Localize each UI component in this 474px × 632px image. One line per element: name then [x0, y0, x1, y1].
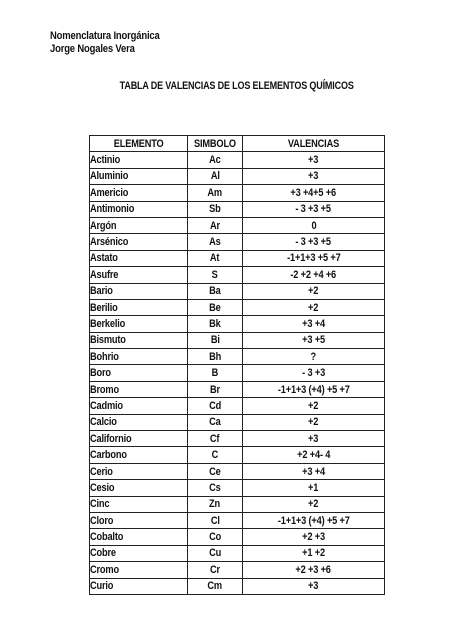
element-symbol-cell	[188, 365, 243, 381]
element-name-cell-text: Cobre	[90, 547, 116, 560]
table-row	[90, 201, 385, 217]
element-name-cell	[90, 447, 188, 463]
element-name-cell-text: Californio	[90, 432, 132, 445]
table-row	[90, 217, 385, 233]
element-valences-cell	[243, 545, 385, 561]
element-symbol-cell	[188, 267, 243, 283]
element-symbol-cell	[188, 480, 243, 496]
element-symbol-cell	[188, 152, 243, 168]
element-valences-cell-text: -1+1+3 (+4) +5 +7	[277, 383, 350, 396]
table-row	[90, 152, 385, 168]
table-header-row	[90, 136, 385, 152]
element-symbol-cell	[188, 398, 243, 414]
element-valences-cell-text: +2 +3	[302, 531, 325, 544]
element-symbol-cell	[188, 529, 243, 545]
element-name-cell	[90, 496, 188, 512]
element-valences-cell	[243, 414, 385, 430]
element-valences-cell-text: 0	[311, 219, 316, 232]
element-valences-cell-text: +1	[308, 481, 319, 494]
element-valences-cell-text: +3	[308, 580, 319, 593]
element-valences-cell	[243, 201, 385, 217]
element-symbol-cell-text: Cu	[209, 547, 221, 560]
element-valences-cell-text: +3	[308, 154, 319, 167]
element-symbol-cell	[188, 185, 243, 201]
element-name-cell	[90, 365, 188, 381]
element-name-cell	[90, 234, 188, 250]
element-symbol-cell	[188, 496, 243, 512]
element-symbol-cell	[188, 447, 243, 463]
page-title	[0, 80, 474, 93]
element-symbol-cell	[188, 463, 243, 479]
table-row	[90, 545, 385, 561]
table-row	[90, 431, 385, 447]
element-valences-cell	[243, 447, 385, 463]
column-header-valences	[243, 136, 385, 152]
element-symbol-cell	[188, 431, 243, 447]
element-name-cell-text: Aluminio	[90, 170, 129, 183]
element-valences-cell-text: - 3 +3 +5	[295, 236, 332, 249]
element-name-cell-text: Bismuto	[90, 334, 126, 347]
element-name-cell-text: Bario	[90, 285, 113, 298]
element-name-cell	[90, 431, 188, 447]
element-name-cell-text: Bromo	[90, 383, 119, 396]
element-symbol-cell-text: Cl	[210, 514, 220, 527]
element-name-cell	[90, 562, 188, 578]
element-symbol-cell	[188, 234, 243, 250]
element-name-cell	[90, 381, 188, 397]
element-name-cell	[90, 578, 188, 594]
element-symbol-cell-text: Sb	[209, 203, 221, 216]
element-name-cell-text: Actinio	[90, 154, 121, 167]
table-row	[90, 480, 385, 496]
element-symbol-cell-text: Zn	[209, 498, 221, 511]
element-valences-cell	[243, 250, 385, 266]
element-symbol-cell	[188, 250, 243, 266]
element-valences-cell-text: +3 +4	[302, 317, 325, 330]
element-valences-cell	[243, 283, 385, 299]
element-name-cell-text: Cadmio	[90, 399, 123, 412]
element-name-cell-text: Carbono	[90, 449, 127, 462]
element-symbol-cell-text: Al	[210, 170, 220, 183]
element-symbol-cell-text: Cf	[210, 432, 220, 445]
element-valences-cell-text: +3 +5	[302, 334, 325, 347]
element-valences-cell-text: - 3 +3 +5	[295, 203, 332, 216]
element-name-cell-text: Argón	[90, 219, 117, 232]
element-symbol-cell	[188, 299, 243, 315]
table-row	[90, 496, 385, 512]
element-name-cell	[90, 332, 188, 348]
element-name-cell-text: Cobalto	[90, 531, 124, 544]
element-symbol-cell	[188, 349, 243, 365]
element-valences-cell	[243, 349, 385, 365]
element-valences-cell	[243, 152, 385, 168]
element-symbol-cell-text: Ac	[209, 154, 221, 167]
element-valences-cell-text: -2 +2 +4 +6	[290, 268, 337, 281]
element-name-cell-text: Bohrio	[90, 350, 119, 363]
element-valences-cell-text: - 3 +3	[302, 367, 325, 380]
element-valences-cell	[243, 381, 385, 397]
element-valences-cell-text: +2	[308, 285, 319, 298]
column-header-valences-label: VALENCIAS	[287, 137, 340, 150]
element-valences-cell	[243, 365, 385, 381]
element-symbol-cell-text: Ba	[209, 285, 221, 298]
element-valences-cell-text: +2	[308, 301, 319, 314]
element-name-cell-text: Berilio	[90, 301, 118, 314]
table-row	[90, 365, 385, 381]
table-row	[90, 381, 385, 397]
element-valences-cell	[243, 267, 385, 283]
element-symbol-cell	[188, 201, 243, 217]
element-valences-cell	[243, 529, 385, 545]
element-symbol-cell-text: Br	[210, 383, 220, 396]
element-symbol-cell-text: Ce	[209, 465, 221, 478]
table-row	[90, 168, 385, 184]
element-name-cell-text: Cerio	[90, 465, 113, 478]
element-symbol-cell	[188, 316, 243, 332]
element-name-cell-text: Cromo	[90, 563, 119, 576]
element-symbol-cell-text: Ca	[209, 416, 221, 429]
element-symbol-cell-text: Cd	[209, 399, 221, 412]
element-valences-cell-text: +3	[308, 170, 319, 183]
table-body	[90, 152, 385, 595]
element-symbol-cell-text: Cr	[210, 563, 220, 576]
document-subject: Nomenclatura Inorgánica	[50, 30, 160, 42]
element-symbol-cell-text: Cs	[209, 481, 221, 494]
element-valences-cell	[243, 316, 385, 332]
element-symbol-cell	[188, 332, 243, 348]
element-valences-cell-text: +2 +3 +6	[295, 563, 332, 576]
element-valences-cell	[243, 185, 385, 201]
table-row	[90, 447, 385, 463]
element-symbol-cell	[188, 381, 243, 397]
column-header-element-label: ELEMENTO	[113, 137, 164, 150]
element-valences-cell	[243, 217, 385, 233]
element-name-cell-text: Boro	[90, 367, 111, 380]
column-header-symbol-label: SIMBOLO	[194, 137, 236, 150]
element-name-cell	[90, 512, 188, 528]
table-row	[90, 414, 385, 430]
element-symbol-cell	[188, 414, 243, 430]
element-name-cell	[90, 414, 188, 430]
element-name-cell	[90, 168, 188, 184]
table-row	[90, 234, 385, 250]
element-valences-cell-text: +2	[308, 498, 319, 511]
table-row	[90, 578, 385, 594]
element-valences-cell	[243, 299, 385, 315]
element-name-cell	[90, 201, 188, 217]
element-name-cell	[90, 316, 188, 332]
element-name-cell	[90, 217, 188, 233]
element-symbol-cell-text: Cm	[207, 580, 223, 593]
table-row	[90, 316, 385, 332]
table-row	[90, 267, 385, 283]
element-symbol-cell-text: Ar	[210, 219, 220, 232]
element-name-cell	[90, 283, 188, 299]
element-valences-cell-text: +2 +4- 4	[296, 449, 331, 462]
column-header-symbol	[188, 136, 243, 152]
element-valences-cell	[243, 431, 385, 447]
element-valences-cell	[243, 398, 385, 414]
table-row	[90, 250, 385, 266]
element-valences-cell	[243, 234, 385, 250]
element-name-cell-text: Cesio	[90, 481, 115, 494]
element-symbol-cell	[188, 545, 243, 561]
table-row	[90, 529, 385, 545]
element-valences-cell	[243, 512, 385, 528]
element-symbol-cell	[188, 168, 243, 184]
element-name-cell	[90, 480, 188, 496]
element-name-cell-text: Arsénico	[90, 236, 129, 249]
element-valences-cell	[243, 332, 385, 348]
element-name-cell	[90, 250, 188, 266]
element-name-cell	[90, 349, 188, 365]
table-row	[90, 562, 385, 578]
element-name-cell	[90, 545, 188, 561]
element-valences-cell	[243, 168, 385, 184]
element-name-cell	[90, 398, 188, 414]
table-row	[90, 398, 385, 414]
element-symbol-cell-text: At	[210, 252, 220, 265]
element-symbol-cell	[188, 562, 243, 578]
element-name-cell-text: Antimonio	[90, 203, 135, 216]
element-name-cell	[90, 299, 188, 315]
element-valences-cell	[243, 496, 385, 512]
column-header-element	[90, 136, 188, 152]
element-name-cell	[90, 152, 188, 168]
element-valences-cell	[243, 480, 385, 496]
element-name-cell-text: Americio	[90, 186, 129, 199]
author-name: Jorge Nogales Vera	[50, 43, 135, 55]
element-name-cell-text: Berkelio	[90, 317, 126, 330]
element-valences-cell-text: +2	[308, 399, 319, 412]
element-symbol-cell-text: Bk	[209, 317, 221, 330]
table-row	[90, 299, 385, 315]
element-valences-cell	[243, 463, 385, 479]
element-valences-cell-text: +3 +4	[302, 465, 325, 478]
element-name-cell-text: Cinc	[90, 498, 110, 511]
element-name-cell	[90, 267, 188, 283]
element-valences-cell-text: +2	[308, 416, 319, 429]
element-valences-cell-text: +3	[308, 432, 319, 445]
element-symbol-cell-text: Bh	[209, 350, 221, 363]
valences-table	[89, 135, 385, 595]
element-symbol-cell-text: As	[209, 236, 221, 249]
element-name-cell-text: Astato	[90, 252, 118, 265]
element-name-cell-text: Cloro	[90, 514, 114, 527]
element-symbol-cell-text: Bi	[210, 334, 220, 347]
element-valences-cell	[243, 578, 385, 594]
element-valences-cell-text: -1+1+3 (+4) +5 +7	[277, 514, 350, 527]
element-symbol-cell	[188, 283, 243, 299]
element-symbol-cell-text: B	[211, 367, 219, 380]
table-row	[90, 185, 385, 201]
element-name-cell	[90, 463, 188, 479]
element-symbol-cell	[188, 217, 243, 233]
element-valences-cell-text: ?	[310, 350, 317, 363]
table-row	[90, 463, 385, 479]
table-row	[90, 283, 385, 299]
element-symbol-cell-text: Am	[207, 186, 223, 199]
element-name-cell-text: Asufre	[90, 268, 119, 281]
page-title-text: TABLA DE VALENCIAS DE LOS ELEMENTOS QUÍMICOS	[119, 80, 355, 92]
element-name-cell	[90, 185, 188, 201]
element-symbol-cell-text: S	[211, 268, 218, 281]
table-row	[90, 332, 385, 348]
element-symbol-cell-text: Be	[209, 301, 221, 314]
element-valences-cell	[243, 562, 385, 578]
table-row	[90, 512, 385, 528]
element-valences-cell-text: +1 +2	[302, 547, 325, 560]
element-symbol-cell	[188, 578, 243, 594]
element-name-cell	[90, 529, 188, 545]
element-symbol-cell-text: C	[211, 449, 219, 462]
element-valences-cell-text: -1+1+3 +5 +7	[286, 252, 341, 265]
table-row	[90, 349, 385, 365]
element-name-cell-text: Calcio	[90, 416, 117, 429]
element-name-cell-text: Curio	[90, 580, 114, 593]
element-symbol-cell	[188, 512, 243, 528]
element-symbol-cell-text: Co	[209, 531, 221, 544]
element-valences-cell-text: +3 +4+5 +6	[290, 186, 337, 199]
